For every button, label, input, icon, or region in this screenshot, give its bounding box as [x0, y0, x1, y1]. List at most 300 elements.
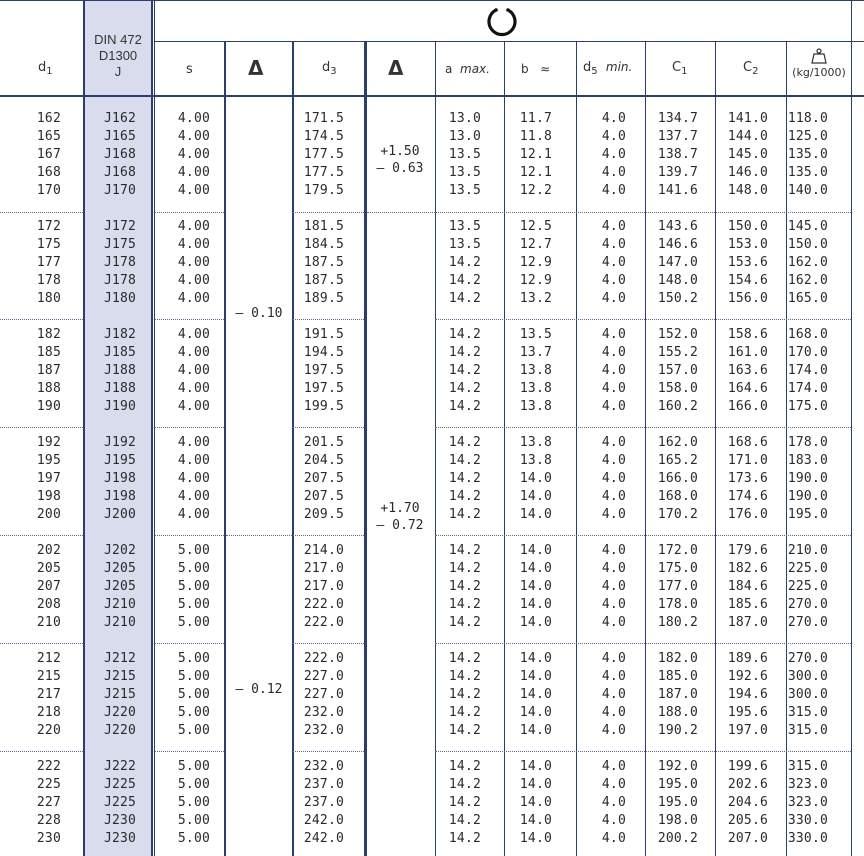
cell-c1: 158.0 [657, 381, 698, 396]
cell-c1: 187.0 [657, 687, 698, 702]
cell-b: 14.0 [519, 669, 552, 684]
cell-b: 13.2 [519, 291, 552, 306]
cell-d1: 225 [36, 777, 61, 792]
cell-d5: 4.0 [601, 219, 626, 234]
cell-s: 4.00 [177, 327, 210, 342]
column-divider [851, 0, 852, 856]
cell-d1: 230 [36, 831, 61, 846]
cell-d1: 180 [36, 291, 61, 306]
cell-c1: 143.6 [657, 219, 698, 234]
cell-d1: 202 [36, 543, 61, 558]
cell-s: 4.00 [177, 507, 210, 522]
cell-c1: 175.0 [657, 561, 698, 576]
cell-c1: 146.6 [657, 237, 698, 252]
cell-a: 14.2 [448, 651, 481, 666]
col-header-d5: $d_5$ min. [583, 60, 633, 77]
cell-din: J225 [103, 795, 137, 810]
cell-weight: 183.0 [787, 453, 828, 468]
cell-b: 14.0 [519, 579, 552, 594]
s-tolerance-2: – 0.12 [235, 682, 283, 697]
cell-weight: 135.0 [787, 165, 828, 180]
cell-weight: 168.0 [787, 327, 828, 342]
cell-d1: 168 [36, 165, 61, 180]
cell-s: 4.00 [177, 435, 210, 450]
cell-b: 13.8 [519, 453, 552, 468]
cell-weight: 162.0 [787, 255, 828, 270]
cell-d1: 170 [36, 183, 61, 198]
cell-din: J195 [103, 453, 137, 468]
col-header-s: s [186, 62, 193, 77]
cell-s: 5.00 [177, 795, 210, 810]
cell-d5: 4.0 [601, 669, 626, 684]
cell-a: 14.2 [448, 381, 481, 396]
cell-b: 14.0 [519, 597, 552, 612]
cell-weight: 145.0 [787, 219, 828, 234]
cell-b: 13.8 [519, 399, 552, 414]
cell-s: 4.00 [177, 363, 210, 378]
cell-a: 14.2 [448, 255, 481, 270]
cell-d1: 228 [36, 813, 61, 828]
cell-c2: 154.6 [727, 273, 768, 288]
cell-din: J225 [103, 777, 137, 792]
cell-c2: 163.6 [727, 363, 768, 378]
column-divider [576, 41, 577, 856]
cell-weight: 323.0 [787, 777, 828, 792]
column-divider [154, 0, 155, 41]
cell-c1: 198.0 [657, 813, 698, 828]
cell-d1: 208 [36, 597, 61, 612]
cell-weight: 174.0 [787, 381, 828, 396]
group-separator [155, 427, 224, 428]
cell-c1: 150.2 [657, 291, 698, 306]
col-header-weight: (kg/1000) [786, 48, 852, 79]
cell-din: J215 [103, 669, 137, 684]
cell-a: 14.2 [448, 813, 481, 828]
group-separator [435, 643, 851, 644]
cell-b: 14.0 [519, 615, 552, 630]
cell-din: J202 [103, 543, 137, 558]
cell-s: 5.00 [177, 705, 210, 720]
cell-weight: 270.0 [787, 597, 828, 612]
cell-d1: 200 [36, 507, 61, 522]
cell-a: 14.2 [448, 291, 481, 306]
cell-din: J178 [103, 255, 137, 270]
cell-c1: 148.0 [657, 273, 698, 288]
cell-a: 14.2 [448, 759, 481, 774]
cell-a: 13.0 [448, 111, 481, 126]
cell-b: 13.8 [519, 363, 552, 378]
cell-c2: 176.0 [727, 507, 768, 522]
cell-din: J205 [103, 561, 137, 576]
cell-b: 14.0 [519, 705, 552, 720]
cell-d5: 4.0 [601, 723, 626, 738]
cell-b: 14.0 [519, 795, 552, 810]
cell-s: 4.00 [177, 183, 210, 198]
group-separator [155, 535, 224, 536]
cell-a: 14.2 [448, 489, 481, 504]
cell-d3: 177.5 [303, 147, 344, 162]
cell-d3: 217.0 [303, 579, 344, 594]
cell-d1: 182 [36, 327, 61, 342]
cell-din: J188 [103, 381, 137, 396]
column-divider [786, 41, 787, 856]
cell-c2: 150.0 [727, 219, 768, 234]
col-header-d1: $d_1$ [38, 60, 53, 77]
cell-d3: 187.5 [303, 273, 344, 288]
cell-c2: 194.6 [727, 687, 768, 702]
cell-d5: 4.0 [601, 345, 626, 360]
cell-weight: 300.0 [787, 687, 828, 702]
cell-din: J180 [103, 291, 137, 306]
cell-d1: 205 [36, 561, 61, 576]
cell-din: J215 [103, 687, 137, 702]
cell-d5: 4.0 [601, 795, 626, 810]
cell-c2: 173.6 [727, 471, 768, 486]
cell-d1: 215 [36, 669, 61, 684]
group-separator [435, 212, 851, 213]
din-header [85, 32, 151, 80]
cell-d3: 181.5 [303, 219, 344, 234]
cell-b: 12.7 [519, 237, 552, 252]
cell-c2: 189.6 [727, 651, 768, 666]
group-separator [293, 427, 364, 428]
cell-a: 14.2 [448, 453, 481, 468]
cell-d3: 177.5 [303, 165, 344, 180]
cell-c1: 192.0 [657, 759, 698, 774]
cell-c2: 187.0 [727, 615, 768, 630]
cell-d3: 242.0 [303, 813, 344, 828]
cell-d3: 227.0 [303, 669, 344, 684]
cell-s: 5.00 [177, 597, 210, 612]
tolerance-separator [226, 535, 292, 536]
cell-b: 12.1 [519, 165, 552, 180]
cell-b: 14.0 [519, 543, 552, 558]
cell-d5: 4.0 [601, 507, 626, 522]
cell-c2: 168.6 [727, 435, 768, 450]
cell-a: 14.2 [448, 615, 481, 630]
cell-b: 14.0 [519, 813, 552, 828]
cell-d3: 214.0 [303, 543, 344, 558]
cell-c1: 162.0 [657, 435, 698, 450]
cell-s: 4.00 [177, 273, 210, 288]
cell-s: 5.00 [177, 579, 210, 594]
cell-d5: 4.0 [601, 651, 626, 666]
cell-c2: 204.6 [727, 795, 768, 810]
cell-c2: 207.0 [727, 831, 768, 846]
cell-weight: 330.0 [787, 831, 828, 846]
cell-din: J212 [103, 651, 137, 666]
cell-c2: 144.0 [727, 129, 768, 144]
cell-d5: 4.0 [601, 453, 626, 468]
cell-s: 4.00 [177, 291, 210, 306]
header-bottom-rule [0, 95, 864, 97]
tolerance-separator [367, 212, 435, 213]
cell-d1: 185 [36, 345, 61, 360]
cell-d5: 4.0 [601, 759, 626, 774]
cell-c1: 166.0 [657, 471, 698, 486]
cell-s: 4.00 [177, 111, 210, 126]
cell-a: 13.5 [448, 237, 481, 252]
column-divider [292, 41, 293, 856]
cell-d1: 212 [36, 651, 61, 666]
cell-c2: 161.0 [727, 345, 768, 360]
cell-weight: 175.0 [787, 399, 828, 414]
cell-c2: 158.6 [727, 327, 768, 342]
cell-c2: 182.6 [727, 561, 768, 576]
cell-d1: 217 [36, 687, 61, 702]
cell-d1: 187 [36, 363, 61, 378]
din-header-line3: J [114, 64, 122, 79]
cell-weight: 170.0 [787, 345, 828, 360]
cell-d5: 4.0 [601, 597, 626, 612]
cell-d1: 207 [36, 579, 61, 594]
cell-d5: 4.0 [601, 273, 626, 288]
cell-b: 12.9 [519, 273, 552, 288]
col-header-a: a max. [445, 62, 490, 76]
cell-din: J230 [103, 813, 137, 828]
cell-c1: 165.2 [657, 453, 698, 468]
cell-d5: 4.0 [601, 435, 626, 450]
cell-c1: 185.0 [657, 669, 698, 684]
cell-a: 14.2 [448, 345, 481, 360]
cell-d1: 222 [36, 759, 61, 774]
cell-d3: 194.5 [303, 345, 344, 360]
cell-d3: 199.5 [303, 399, 344, 414]
cell-d5: 4.0 [601, 363, 626, 378]
column-divider [364, 41, 365, 856]
cell-a: 13.5 [448, 147, 481, 162]
cell-c2: 179.6 [727, 543, 768, 558]
cell-c2: 197.0 [727, 723, 768, 738]
group-separator [293, 643, 364, 644]
cell-c2: 192.6 [727, 669, 768, 684]
cell-c1: 168.0 [657, 489, 698, 504]
cell-weight: 315.0 [787, 723, 828, 738]
cell-b: 14.0 [519, 777, 552, 792]
cell-din: J172 [103, 219, 137, 234]
column-divider [366, 41, 367, 856]
cell-b: 13.5 [519, 327, 552, 342]
s-tolerance-1: – 0.10 [235, 306, 283, 321]
cell-weight: 165.0 [787, 291, 828, 306]
cell-a: 14.2 [448, 705, 481, 720]
cell-din: J222 [103, 759, 137, 774]
cell-weight: 174.0 [787, 363, 828, 378]
cell-d3: 197.5 [303, 363, 344, 378]
cell-a: 13.5 [448, 183, 481, 198]
cell-d5: 4.0 [601, 147, 626, 162]
cell-weight: 225.0 [787, 579, 828, 594]
cell-s: 4.00 [177, 255, 210, 270]
cell-din: J198 [103, 489, 137, 504]
cell-d5: 4.0 [601, 291, 626, 306]
column-divider [504, 41, 505, 856]
cell-d3: 209.5 [303, 507, 344, 522]
cell-weight: 162.0 [787, 273, 828, 288]
cell-din: J185 [103, 345, 137, 360]
cell-weight: 178.0 [787, 435, 828, 450]
group-separator [293, 212, 364, 213]
group-separator [155, 212, 224, 213]
cell-d3: 217.0 [303, 561, 344, 576]
cell-din: J210 [103, 597, 137, 612]
cell-a: 14.2 [448, 777, 481, 792]
group-separator [0, 643, 83, 644]
cell-c2: 166.0 [727, 399, 768, 414]
cell-weight: 195.0 [787, 507, 828, 522]
cell-c1: 134.7 [657, 111, 698, 126]
cell-c2: 195.6 [727, 705, 768, 720]
cell-din: J182 [103, 327, 137, 342]
cell-weight: 330.0 [787, 813, 828, 828]
cell-d5: 4.0 [601, 777, 626, 792]
cell-s: 5.00 [177, 777, 210, 792]
cell-s: 5.00 [177, 813, 210, 828]
cell-a: 13.0 [448, 129, 481, 144]
group-separator [293, 319, 364, 320]
cell-d3: 187.5 [303, 255, 344, 270]
cell-a: 14.2 [448, 687, 481, 702]
cell-weight: 270.0 [787, 651, 828, 666]
cell-c2: 164.6 [727, 381, 768, 396]
cell-weight: 270.0 [787, 615, 828, 630]
cell-c1: 190.2 [657, 723, 698, 738]
cell-a: 14.2 [448, 471, 481, 486]
cell-weight: 118.0 [787, 111, 828, 126]
cell-d1: 175 [36, 237, 61, 252]
cell-s: 4.00 [177, 237, 210, 252]
col-header-c2: $C_2$ [743, 60, 759, 77]
cell-weight: 190.0 [787, 489, 828, 504]
cell-s: 4.00 [177, 129, 210, 144]
cell-b: 14.0 [519, 687, 552, 702]
cell-d5: 4.0 [601, 615, 626, 630]
cell-s: 4.00 [177, 165, 210, 180]
cell-b: 14.0 [519, 831, 552, 846]
column-divider [645, 41, 646, 856]
column-divider [293, 41, 294, 856]
cell-b: 14.0 [519, 759, 552, 774]
cell-weight: 190.0 [787, 471, 828, 486]
cell-d3: 227.0 [303, 687, 344, 702]
d3-tolerance-2: +1.70 – 0.72 [376, 501, 424, 533]
cell-a: 14.2 [448, 597, 481, 612]
cell-d5: 4.0 [601, 831, 626, 846]
cell-c2: 153.6 [727, 255, 768, 270]
cell-d5: 4.0 [601, 165, 626, 180]
cell-s: 4.00 [177, 399, 210, 414]
cell-s: 5.00 [177, 687, 210, 702]
cell-s: 5.00 [177, 831, 210, 846]
cell-c2: 156.0 [727, 291, 768, 306]
cell-d3: 191.5 [303, 327, 344, 342]
cell-weight: 125.0 [787, 129, 828, 144]
cell-d1: 198 [36, 489, 61, 504]
cell-d1: 195 [36, 453, 61, 468]
cell-s: 4.00 [177, 345, 210, 360]
group-separator [435, 427, 851, 428]
cell-a: 14.2 [448, 579, 481, 594]
cell-a: 13.5 [448, 219, 481, 234]
cell-b: 13.8 [519, 381, 552, 396]
cell-c2: 199.6 [727, 759, 768, 774]
cell-weight: 315.0 [787, 705, 828, 720]
cell-d5: 4.0 [601, 111, 626, 126]
cell-c2: 153.0 [727, 237, 768, 252]
cell-weight: 140.0 [787, 183, 828, 198]
cell-d3: 174.5 [303, 129, 344, 144]
col-header-c1: $C_1$ [672, 60, 688, 77]
cell-c1: 200.2 [657, 831, 698, 846]
cell-din: J165 [103, 129, 137, 144]
cell-s: 4.00 [177, 453, 210, 468]
cell-a: 14.2 [448, 327, 481, 342]
cell-a: 13.5 [448, 165, 481, 180]
cell-c2: 185.6 [727, 597, 768, 612]
cell-c1: 139.7 [657, 165, 698, 180]
cell-c1: 138.7 [657, 147, 698, 162]
cell-weight: 210.0 [787, 543, 828, 558]
cell-a: 14.2 [448, 543, 481, 558]
cell-din: J170 [103, 183, 137, 198]
cell-b: 14.0 [519, 561, 552, 576]
cell-d3: 189.5 [303, 291, 344, 306]
cell-b: 12.5 [519, 219, 552, 234]
weight-icon [810, 48, 828, 64]
cell-d5: 4.0 [601, 327, 626, 342]
cell-d5: 4.0 [601, 579, 626, 594]
cell-din: J198 [103, 471, 137, 486]
cell-d3: 237.0 [303, 777, 344, 792]
cell-a: 14.2 [448, 273, 481, 288]
cell-d3: 242.0 [303, 831, 344, 846]
cell-d3: 207.5 [303, 471, 344, 486]
cell-c2: 202.6 [727, 777, 768, 792]
cell-c2: 146.0 [727, 165, 768, 180]
cell-c1: 188.0 [657, 705, 698, 720]
cell-d5: 4.0 [601, 183, 626, 198]
cell-s: 4.00 [177, 147, 210, 162]
cell-c2: 184.6 [727, 579, 768, 594]
cell-s: 5.00 [177, 561, 210, 576]
cell-d5: 4.0 [601, 399, 626, 414]
cell-c1: 147.0 [657, 255, 698, 270]
cell-a: 14.2 [448, 363, 481, 378]
d3-tolerance-1: +1.50 – 0.63 [376, 144, 424, 176]
cell-din: J168 [103, 165, 137, 180]
cell-weight: 135.0 [787, 147, 828, 162]
col-header-d3: $d_3$ [322, 60, 337, 77]
cell-weight: 150.0 [787, 237, 828, 252]
cell-c1: 182.0 [657, 651, 698, 666]
cell-weight: 315.0 [787, 759, 828, 774]
cell-d3: 232.0 [303, 759, 344, 774]
cell-d3: 184.5 [303, 237, 344, 252]
cell-d1: 165 [36, 129, 61, 144]
cell-a: 14.2 [448, 669, 481, 684]
cell-c2: 145.0 [727, 147, 768, 162]
cell-weight: 300.0 [787, 669, 828, 684]
cell-c1: 155.2 [657, 345, 698, 360]
cell-din: J200 [103, 507, 137, 522]
cell-a: 14.2 [448, 399, 481, 414]
cell-s: 4.00 [177, 489, 210, 504]
cell-d3: 207.5 [303, 489, 344, 504]
cell-d3: 237.0 [303, 795, 344, 810]
group-separator [435, 319, 851, 320]
cell-b: 11.7 [519, 111, 552, 126]
cell-din: J190 [103, 399, 137, 414]
